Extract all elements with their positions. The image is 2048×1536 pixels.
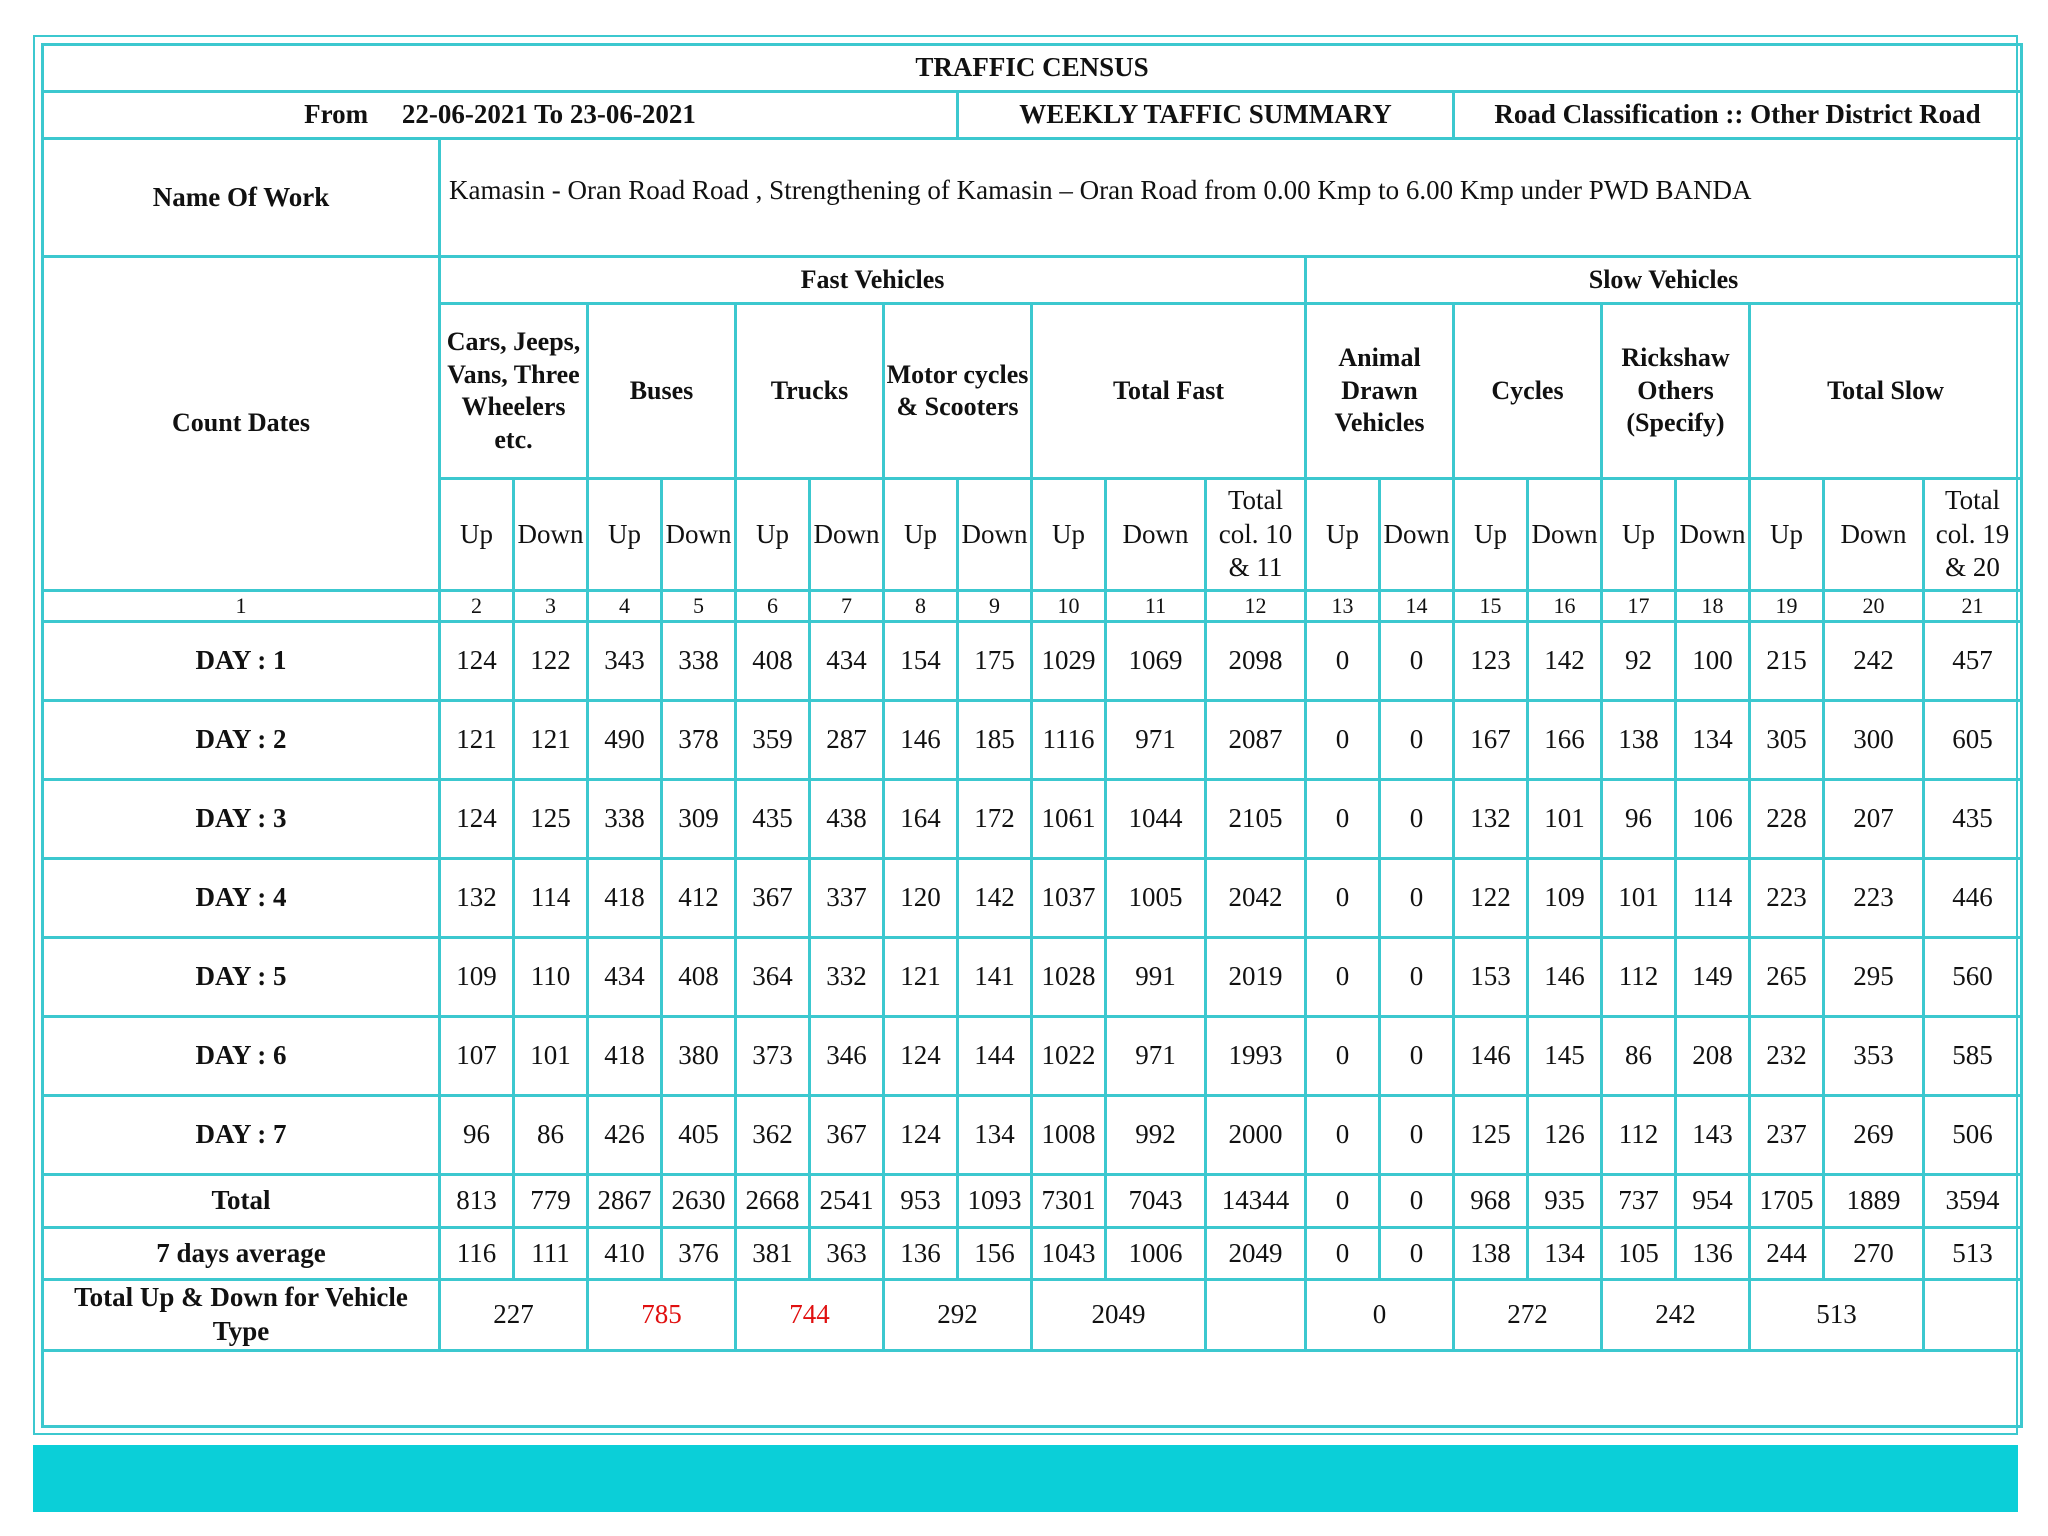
count-cell: 124: [440, 622, 514, 701]
animal-drawn-type-total: 0: [1306, 1280, 1454, 1351]
count-cell: 435: [1924, 780, 2022, 859]
count-cell: 101: [1602, 859, 1676, 938]
count-cell: 412: [662, 859, 736, 938]
count-cell: 121: [884, 938, 958, 1017]
down-header: Down: [662, 479, 736, 591]
column-number: 8: [884, 591, 958, 622]
count-cell: 1008: [1032, 1096, 1106, 1175]
count-cell: 120: [884, 859, 958, 938]
count-cell: 968: [1454, 1175, 1528, 1228]
count-cell: 244: [1750, 1228, 1824, 1280]
count-cell: 126: [1528, 1096, 1602, 1175]
count-cell: 408: [662, 938, 736, 1017]
count-cell: 106: [1676, 780, 1750, 859]
total-slow-col-header: Total col. 19 & 20: [1924, 479, 2022, 591]
count-cell: 1061: [1032, 780, 1106, 859]
up-header: Up: [440, 479, 514, 591]
up-header: Up: [1032, 479, 1106, 591]
count-cell: 2000: [1206, 1096, 1306, 1175]
count-cell: 185: [958, 701, 1032, 780]
count-cell: 111: [514, 1228, 588, 1280]
down-header: Down: [1528, 479, 1602, 591]
count-cell: 112: [1602, 938, 1676, 1017]
buses-type-total: 785: [588, 1280, 736, 1351]
count-cell: 3594: [1924, 1175, 2022, 1228]
count-cell: 2668: [736, 1175, 810, 1228]
count-cell: 0: [1380, 701, 1454, 780]
count-cell: 457: [1924, 622, 2022, 701]
column-number: 14: [1380, 591, 1454, 622]
count-cell: 992: [1106, 1096, 1206, 1175]
column-number: 5: [662, 591, 736, 622]
count-cell: 101: [1528, 780, 1602, 859]
count-cell: 434: [588, 938, 662, 1017]
up-header: Up: [884, 479, 958, 591]
column-number: 6: [736, 591, 810, 622]
count-cell: 2630: [662, 1175, 736, 1228]
count-cell: 86: [514, 1096, 588, 1175]
vehicle-type-total-label: Total Up & Down for Vehicle Type: [43, 1280, 440, 1351]
column-number: 16: [1528, 591, 1602, 622]
cycles-type-total: 272: [1454, 1280, 1602, 1351]
count-cell: 123: [1454, 622, 1528, 701]
count-cell: 359: [736, 701, 810, 780]
count-cell: 418: [588, 1017, 662, 1096]
count-cell: 1029: [1032, 622, 1106, 701]
count-cell: 0: [1306, 1017, 1380, 1096]
count-cell: 215: [1750, 622, 1824, 701]
count-cell: 0: [1306, 938, 1380, 1017]
count-cell: 410: [588, 1228, 662, 1280]
count-cell: 125: [514, 780, 588, 859]
count-cell: 156: [958, 1228, 1032, 1280]
count-cell: 101: [514, 1017, 588, 1096]
trucks-type-total: 744: [736, 1280, 884, 1351]
down-header: Down: [810, 479, 884, 591]
count-cell: 1116: [1032, 701, 1106, 780]
count-cell: 338: [662, 622, 736, 701]
count-cell: 134: [958, 1096, 1032, 1175]
count-cell: 121: [514, 701, 588, 780]
count-cell: 146: [1454, 1017, 1528, 1096]
count-cell: 121: [440, 701, 514, 780]
buses-header: Buses: [588, 304, 736, 479]
count-cell: 338: [588, 780, 662, 859]
count-cell: 1889: [1824, 1175, 1924, 1228]
count-cell: 605: [1924, 701, 2022, 780]
count-cell: 265: [1750, 938, 1824, 1017]
count-cell: 242: [1824, 622, 1924, 701]
count-cell: 0: [1380, 1017, 1454, 1096]
count-cell: 105: [1602, 1228, 1676, 1280]
column-number: 7: [810, 591, 884, 622]
count-cell: 434: [810, 622, 884, 701]
count-cell: 136: [884, 1228, 958, 1280]
count-cell: 953: [884, 1175, 958, 1228]
total-fast-header: Total Fast: [1032, 304, 1306, 479]
cars-header: Cars, Jeeps, Vans, Three Wheelers etc.: [440, 304, 588, 479]
count-cell: 14344: [1206, 1175, 1306, 1228]
count-cell: 124: [884, 1017, 958, 1096]
count-cell: 153: [1454, 938, 1528, 1017]
total-slow-header: Total Slow: [1750, 304, 2022, 479]
count-cell: 92: [1602, 622, 1676, 701]
count-cell: 1037: [1032, 859, 1106, 938]
name-of-work-value: Kamasin - Oran Road Road , Strengthening of Kamasin – Oran Road from 0.00 Kmp to 6.00 Kmp under PWD BANDA: [440, 139, 2022, 257]
day-label: DAY : 4: [43, 859, 440, 938]
count-cell: 1043: [1032, 1228, 1106, 1280]
count-cell: 154: [884, 622, 958, 701]
count-cell: 7301: [1032, 1175, 1106, 1228]
count-cell: 381: [736, 1228, 810, 1280]
count-cell: 435: [736, 780, 810, 859]
count-cell: 373: [736, 1017, 810, 1096]
blank-footer-row: [43, 1350, 2022, 1426]
count-cell: 144: [958, 1017, 1032, 1096]
count-cell: 96: [1602, 780, 1676, 859]
count-cell: 0: [1380, 1096, 1454, 1175]
count-cell: 110: [514, 938, 588, 1017]
count-cell: 0: [1380, 622, 1454, 701]
count-cell: 124: [440, 780, 514, 859]
cars-type-total: 227: [440, 1280, 588, 1351]
count-cell: 142: [1528, 622, 1602, 701]
count-cell: 1028: [1032, 938, 1106, 1017]
cycles-header: Cycles: [1454, 304, 1602, 479]
average-row: [43, 1228, 2022, 1280]
count-cell: 100: [1676, 622, 1750, 701]
down-header: Down: [1676, 479, 1750, 591]
count-cell: 300: [1824, 701, 1924, 780]
count-cell: 513: [1924, 1228, 2022, 1280]
column-number: 11: [1106, 591, 1206, 622]
count-cell: 0: [1306, 622, 1380, 701]
count-cell: 1093: [958, 1175, 1032, 1228]
count-cell: 134: [1676, 701, 1750, 780]
day-label: DAY : 1: [43, 622, 440, 701]
column-number: 3: [514, 591, 588, 622]
count-cell: 172: [958, 780, 1032, 859]
up-header: Up: [588, 479, 662, 591]
count-cell: 332: [810, 938, 884, 1017]
count-cell: 337: [810, 859, 884, 938]
count-cell: 146: [1528, 938, 1602, 1017]
count-cell: 1005: [1106, 859, 1206, 938]
column-number: 19: [1750, 591, 1824, 622]
column-number: 13: [1306, 591, 1380, 622]
count-cell: 295: [1824, 938, 1924, 1017]
count-cell: 408: [736, 622, 810, 701]
total-row: [43, 1175, 2022, 1228]
count-cell: 7043: [1106, 1175, 1206, 1228]
count-cell: 490: [588, 701, 662, 780]
up-header: Up: [1306, 479, 1380, 591]
count-cell: 138: [1454, 1228, 1528, 1280]
count-cell: 232: [1750, 1017, 1824, 1096]
motorcycles-type-total: 292: [884, 1280, 1032, 1351]
count-cell: 2042: [1206, 859, 1306, 938]
count-cell: 107: [440, 1017, 514, 1096]
count-cell: 362: [736, 1096, 810, 1175]
census-sheet: [33, 35, 2018, 1435]
count-cell: 2105: [1206, 780, 1306, 859]
count-cell: 367: [736, 859, 810, 938]
summary-title: WEEKLY TAFFIC SUMMARY: [958, 92, 1454, 139]
date-range: [43, 92, 958, 139]
column-number-row: [43, 591, 2022, 622]
count-cell: 208: [1676, 1017, 1750, 1096]
count-cell: 167: [1454, 701, 1528, 780]
count-cell: 378: [662, 701, 736, 780]
count-cell: 122: [514, 622, 588, 701]
table-row: [43, 780, 2022, 859]
count-cell: 2087: [1206, 701, 1306, 780]
day-label: DAY : 2: [43, 701, 440, 780]
column-number: 15: [1454, 591, 1528, 622]
table-row: [43, 938, 2022, 1017]
count-cell: 2867: [588, 1175, 662, 1228]
count-cell: 109: [1528, 859, 1602, 938]
down-header: Down: [1106, 479, 1206, 591]
count-cell: 146: [884, 701, 958, 780]
count-cell: 114: [514, 859, 588, 938]
count-cell: 1705: [1750, 1175, 1824, 1228]
count-cell: 109: [440, 938, 514, 1017]
count-cell: 175: [958, 622, 1032, 701]
count-cell: 269: [1824, 1096, 1924, 1175]
day-label: DAY : 5: [43, 938, 440, 1017]
count-cell: 237: [1750, 1096, 1824, 1175]
count-cell: 0: [1306, 701, 1380, 780]
count-cell: 779: [514, 1175, 588, 1228]
count-cell: 1006: [1106, 1228, 1206, 1280]
count-cell: 124: [884, 1096, 958, 1175]
average-label: 7 days average: [43, 1228, 440, 1280]
count-cell: 1044: [1106, 780, 1206, 859]
count-cell: 2098: [1206, 622, 1306, 701]
count-cell: 560: [1924, 938, 2022, 1017]
count-dates-header: Count Dates: [43, 257, 440, 591]
count-cell: 1022: [1032, 1017, 1106, 1096]
count-cell: 954: [1676, 1175, 1750, 1228]
count-cell: 132: [440, 859, 514, 938]
count-cell: 353: [1824, 1017, 1924, 1096]
count-cell: 114: [1676, 859, 1750, 938]
total-label: Total: [43, 1175, 440, 1228]
count-cell: 0: [1380, 1175, 1454, 1228]
column-number: 2: [440, 591, 514, 622]
slow-vehicles-header: Slow Vehicles: [1306, 257, 2022, 304]
count-cell: 991: [1106, 938, 1206, 1017]
count-cell: 136: [1676, 1228, 1750, 1280]
count-cell: 376: [662, 1228, 736, 1280]
count-cell: 164: [884, 780, 958, 859]
to-date: 23-06-2021: [569, 99, 696, 130]
count-cell: 346: [810, 1017, 884, 1096]
count-cell: 405: [662, 1096, 736, 1175]
count-cell: 343: [588, 622, 662, 701]
count-cell: 506: [1924, 1096, 2022, 1175]
count-cell: 935: [1528, 1175, 1602, 1228]
count-cell: 116: [440, 1228, 514, 1280]
count-cell: 223: [1824, 859, 1924, 938]
total-fast-type-total: 2049: [1032, 1280, 1206, 1351]
count-cell: 138: [1602, 701, 1676, 780]
from-label: From: [304, 99, 369, 130]
total-fast-col-header: Total col. 10 & 11: [1206, 479, 1306, 591]
animal-drawn-header: Animal Drawn Vehicles: [1306, 304, 1454, 479]
count-cell: 446: [1924, 859, 2022, 938]
column-number: 1: [43, 591, 440, 622]
up-header: Up: [1454, 479, 1528, 591]
count-cell: 287: [810, 701, 884, 780]
count-cell: 0: [1306, 780, 1380, 859]
column-number: 9: [958, 591, 1032, 622]
footer-band: [33, 1445, 2018, 1512]
count-cell: 134: [1528, 1228, 1602, 1280]
count-cell: 141: [958, 938, 1032, 1017]
count-cell: 122: [1454, 859, 1528, 938]
count-cell: 438: [810, 780, 884, 859]
up-header: Up: [1602, 479, 1676, 591]
count-cell: 418: [588, 859, 662, 938]
table-row: [43, 859, 2022, 938]
count-cell: 813: [440, 1175, 514, 1228]
count-cell: 0: [1306, 859, 1380, 938]
count-cell: 149: [1676, 938, 1750, 1017]
down-header: Down: [1380, 479, 1454, 591]
count-cell: 380: [662, 1017, 736, 1096]
count-cell: 2019: [1206, 938, 1306, 1017]
road-classification: Road Classification :: Other District Road: [1454, 92, 2022, 139]
count-cell: 0: [1380, 780, 1454, 859]
day-label: DAY : 3: [43, 780, 440, 859]
count-cell: 426: [588, 1096, 662, 1175]
traffic-census-table: [41, 43, 2023, 1428]
up-header: Up: [736, 479, 810, 591]
rickshaw-type-total: 242: [1602, 1280, 1750, 1351]
table-row: [43, 1096, 2022, 1175]
count-cell: 364: [736, 938, 810, 1017]
count-cell: 112: [1602, 1096, 1676, 1175]
down-header: Down: [514, 479, 588, 591]
count-cell: 305: [1750, 701, 1824, 780]
count-cell: 585: [1924, 1017, 2022, 1096]
count-cell: 125: [1454, 1096, 1528, 1175]
day-label: DAY : 6: [43, 1017, 440, 1096]
count-cell: 309: [662, 780, 736, 859]
count-cell: 0: [1380, 1228, 1454, 1280]
table-row: [43, 622, 2022, 701]
count-cell: 363: [810, 1228, 884, 1280]
count-cell: 223: [1750, 859, 1824, 938]
rickshaw-header: Rickshaw Others (Specify): [1602, 304, 1750, 479]
count-cell: 1993: [1206, 1017, 1306, 1096]
day-label: DAY : 7: [43, 1096, 440, 1175]
count-cell: 2049: [1206, 1228, 1306, 1280]
count-cell: 0: [1306, 1228, 1380, 1280]
trucks-header: Trucks: [736, 304, 884, 479]
count-cell: 86: [1602, 1017, 1676, 1096]
count-cell: 228: [1750, 780, 1824, 859]
fast-vehicles-header: Fast Vehicles: [440, 257, 1306, 304]
down-header: Down: [1824, 479, 1924, 591]
up-header: Up: [1750, 479, 1824, 591]
motorcycles-header: Motor cycles & Scooters: [884, 304, 1032, 479]
to-label: To: [534, 99, 564, 130]
count-cell: 1069: [1106, 622, 1206, 701]
from-date: 22-06-2021: [401, 99, 528, 130]
column-number: 20: [1824, 591, 1924, 622]
empty-cell: [1206, 1280, 1306, 1351]
count-cell: 737: [1602, 1175, 1676, 1228]
total-slow-type-total: 513: [1750, 1280, 1924, 1351]
table-row: [43, 701, 2022, 780]
count-cell: 142: [958, 859, 1032, 938]
name-of-work-label: Name Of Work: [43, 139, 440, 257]
down-header: Down: [958, 479, 1032, 591]
column-number: 21: [1924, 591, 2022, 622]
column-number: 10: [1032, 591, 1106, 622]
census-title: TRAFFIC CENSUS: [43, 45, 2022, 92]
column-number: 18: [1676, 591, 1750, 622]
count-cell: 0: [1306, 1096, 1380, 1175]
count-cell: 143: [1676, 1096, 1750, 1175]
count-cell: 166: [1528, 701, 1602, 780]
count-cell: 367: [810, 1096, 884, 1175]
count-cell: 132: [1454, 780, 1528, 859]
vehicle-type-total-row: [43, 1280, 2022, 1351]
column-number: 17: [1602, 591, 1676, 622]
count-cell: 270: [1824, 1228, 1924, 1280]
count-cell: 0: [1306, 1175, 1380, 1228]
empty-cell: [1924, 1280, 2022, 1351]
table-row: [43, 1017, 2022, 1096]
count-cell: 0: [1380, 859, 1454, 938]
count-cell: 207: [1824, 780, 1924, 859]
column-number: 4: [588, 591, 662, 622]
count-cell: 0: [1380, 938, 1454, 1017]
count-cell: 971: [1106, 701, 1206, 780]
count-cell: 145: [1528, 1017, 1602, 1096]
count-cell: 971: [1106, 1017, 1206, 1096]
column-number: 12: [1206, 591, 1306, 622]
count-cell: 96: [440, 1096, 514, 1175]
count-cell: 2541: [810, 1175, 884, 1228]
